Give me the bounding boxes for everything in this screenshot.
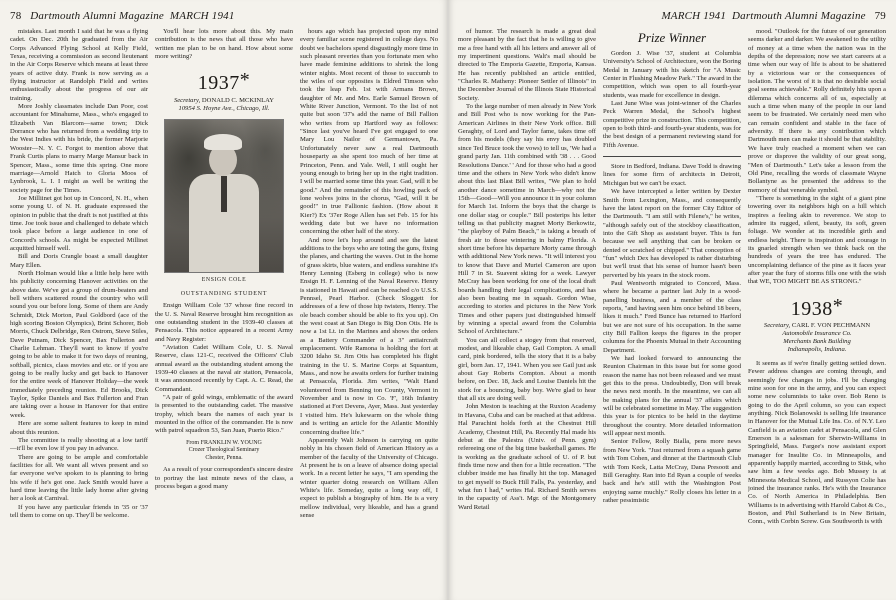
right-column-2 bbox=[603, 28, 741, 594]
paragraph: Paul Wentworth migrated to Concord, Mass. where he became a partner last July in a wood-panelling business, and a member of the class reports, "and having seen him once behind 18 beers, likes it much." Fred Bunce has returned to Harford but we are not sure of his occupation. In the same city Bill Fallion keeps the figures in the proper columns for the Phoenix Mutual in their Accounting Department. bbox=[603, 279, 741, 354]
left-page-number: 78 bbox=[10, 10, 22, 22]
photo-caption: ENSIGN COLE bbox=[201, 276, 247, 283]
secretary-name: DONALD C. MCKINLAY bbox=[201, 96, 275, 104]
paragraph: Last June Wise was joint-winner of the Charles Peck Warren Medal, the School's highest competitive prize in construction. This competition, open to both third- and fourth-year students, was for the best design of a permanent reviewing stand for Fifth Avenue. bbox=[603, 100, 741, 149]
right-running-head bbox=[661, 10, 886, 22]
secretary-line-2: Automobile Insurance Co. bbox=[782, 329, 852, 337]
ensign-cole-photo bbox=[164, 119, 284, 273]
paragraph: Joe Milliinet got hot up in Concord, N. H., when some young U. of N. H. graduate expressed the opinion in public that the draft is not justified at this time. Joe took issue and challenged to debate which took place before a large audience in one of Concord's schools. As might be expected Millinet acquitted himself well. bbox=[10, 194, 148, 252]
from-line-3: Chester, Penna. bbox=[205, 454, 243, 461]
secretary-name: CARL F. VON PECHMANN bbox=[791, 321, 871, 329]
secretary-label: Secretary, bbox=[173, 96, 201, 104]
class-heading-1938 bbox=[748, 295, 886, 320]
from-line-2: Crozer Theological Seminary bbox=[188, 447, 260, 454]
paragraph: As a result of your correspondent's sincere desire to portray the last minute news of the class, a process began a good many bbox=[155, 466, 293, 490]
right-issue: MARCH 1941 bbox=[661, 10, 727, 22]
left-running-title: Dartmouth Alumni Magazine bbox=[30, 10, 165, 22]
paragraph: There are going to be ample and comfortable facilities for all. We want all wives present and so far everyone we've spoken to is planning to bring his wife if he's got one. Jack Smith would have a hard time leaving the little lady home after giving her a look at Carnival. bbox=[10, 453, 148, 503]
paragraph: To the large number of men already in New York and Bill Post who is now working for the Pan-American Airlines in their New York office. Bill Geraghty, of Lord and Taylor fame, takes time off from his models (they say his envy has doubled since Ted Bruce took the vows) to tell us, 'We had a grand party Jan. 11th combined with '38 . . . Good Resolutions Dance.' ' And for those who had a good time and the others in New York who didn't know about this last Blast Bill writes, "We plan to hold another dance sometime in March—why not the 15th—Good—Will you announce it in your column for March 1st. Inform the boys that the charge is one dollar stag or couple." Bill posterips his letter telling us that publicity magnet Morty Berkowitz, "the playboy of Palm Beach," is taking a breath of fresh air to those wintering in balmy Florida. A short time before his departure Morty came through with additional New York news. "It will interest you to know that Dave and Muriel Cameron are upon Hill 7 in St. Suavent skiing for a week. Lawyer McCray has been working for one of the local draft boards handling their legal complications, and has also been beating me in squash. Gordon Wise, according to stories and pictures in the New York Times and other papers just distinguished himself by winning a special award from the Columbia School of Architecture." bbox=[458, 103, 596, 336]
class-year: 1937 bbox=[197, 72, 240, 95]
paragraph: More Joshly classmates include Dan Poor, cost accountant for Minahume, Mass., who's engaged to Elizabeth Van Blarcom—same town; Dick Dorrance who has returned from a wedding trip to the West Indies with his bride, the former Marjorie Wooster—N. Y. C. Forgot to mention above that Frank Curtis plans to marry Marge Mansur back in Spencer, Mass., some time this spring. One more marriage—Arnold Hatch to Gloria Moos of Lynbrook, L. I. I might as well be writing the society page for the Times. bbox=[10, 103, 148, 194]
secretary-address: 10954 S. Hoyne Ave., Chicago, Ill. bbox=[178, 104, 270, 112]
from-label: From bbox=[186, 439, 200, 446]
paragraph: Apparently Walt Johnson is carrying on quite nobly in his chosen field of American History as a member of the faculty of the University of Chicago. At present he is on a leave of absence doing special work. In a recent letter he says, "I am spending the winter quarter doing research on William Allen White's life. Someday, quite a long way off, I expect to publish a biography of him. He is a very mellow individual, very likeable, and has a grand sense bbox=[300, 436, 438, 519]
secretary-label: Secretary, bbox=[763, 321, 791, 329]
paragraph: We had looked forward to announcing the Reunion Chairman in this issue but for some good reason the name has not been released and we must get this to the press. Undoubtedly, Don will break the news next month. In the meantime, we can all be making plans for the annual '37 affairs which will be celebrated sometime in May. The suggestion this year is for picnics to be held in the daytime throughout the country. More detailed information will appear next month. bbox=[603, 355, 741, 438]
paragraph: You can all collect a stogey from that reserved, modest, and likeable chap, Gail Compton. A small card, pink bordered, tells the story that it is a baby girl, born Jan. 17, 1941. When you see Gail just ask about Gay Roberts Compton. About a month before, on Dec. 18, Jack and Louise Daniels hit the stork for a bouncing, baby boy. We're glad to hear that all six are doing well. bbox=[458, 336, 596, 403]
from-name: FRANKLIN W. YOUNG bbox=[200, 439, 262, 446]
left-column-2 bbox=[155, 28, 293, 594]
paragraph: And now let's hop around and see the latest additions to the boys who are toting the guns, fixing the planes, and charting the waves. Out in the home of grass skirts, blue waters, and endless sunshine it's Henry Lenning (Esberg in college) who is now Ensign H. F. Lenning of the Naval Reserve. Henry is stationed in Hawaii and can be reached c/o U.S.S. Pennsel, Pearl Harbor. (Check Sloggett for addresses of a few of those hip twisters, Henry. The ole beach comber should be able to fix you up). On the west coast at San Diego is Big Don Otis. He is now a 1st Lt. in the Marines and shows the orders as a Battery Commander of a 3" antiaircraft emplacement. Wife Ramona is holding the fort at 3200 Idaho St. Jim Otis has completed his flight training in the U. S. Marine Corps at Squantum, Mass., and now he awaits orders for further training at Pensacola, Florida. Jim writes, "Walt Hand volunteered from Benning ton County, Vermont in November and is now in Co. 'F', 16th Infantry stationed at Fort Devens, Ayer, Mass. Just yesterday I visited him. He's lukewarm on the whole thing and is writing an article for the Atlantic Monthly concerning draftee life." bbox=[300, 236, 438, 436]
paragraph: Bill and Doris Crangle boast a small daughter Mary Ellen. bbox=[10, 253, 148, 269]
prize-winner-title: Prize Winner bbox=[637, 30, 707, 45]
left-column-1 bbox=[10, 28, 148, 594]
left-column-3 bbox=[300, 28, 438, 594]
paragraph: We have intercepted a letter written by Dexter Smith from Lexington, Mass., and consequently have the latest report on the former City Editor of the Dartmouth. "I am still with Filene's," he writes, "although safely out of the stockboy classification, into the Gift Shop as assistant buyer. This is fun because we sell anything that can be broken or dented or scratched or chipped." That conception of "fun" which Dex has developed is rather disturbing but we'll trust that his sense of humor hasn't been perverted by his years in the stock room. bbox=[603, 188, 741, 279]
class-heading-1937 bbox=[155, 69, 293, 94]
paragraph: of humor. The research is made a great deal more pleasant by the fact that he is willing to give me a free hand with all his letters and answer all of my impertinent questions. Walt's mail should be directed to The Emporia Gazette, Emporia, Kansas. He has recently published an article entitled, "Charles R. Matheny: Pioneer Settler of Illinois" in the December Journal of the Illinois State Historical Society. bbox=[458, 28, 596, 102]
subhead: OUTSTANDING STUDENT bbox=[180, 290, 268, 297]
paragraph: mood. "Outlook for the future of our generation seems darker and darker. We awakened to the utility of money at a time when the nation was in the depths of the depression; now we start careers at a time when our way of life is about to be shattered by a victorious war or the consequences of isolation. The worst of it is that no desirable social goal seems achievable." Rolly definitely hits upon a dilemma which concerns all of us, especially at such a time when many of the people in our land seem to be frustrated. We certainly need men who can remain confident and stable in the face of adversity. If there is any contribution which Dartmouth men can make it should be that stability. We have truly reached a moment when we can prove or disprove the validity of our great song, "Men of Dartmouth." Let's take a lesson from the Old Pine, recalling the words of classmate Wayne Bollantyne as he presented the address to the memory of that venerable symbol. bbox=[748, 28, 886, 194]
class-year: 1938 bbox=[790, 297, 833, 320]
from-signature bbox=[155, 440, 293, 463]
right-page-number: 79 bbox=[874, 10, 886, 22]
paragraph: You'll hear lots more about this. My main contribution is the news that all those who have written me plan to be on hand. How about some more writing? bbox=[155, 28, 293, 61]
class-mark: * bbox=[832, 294, 844, 317]
secretary-block bbox=[155, 97, 293, 113]
right-page bbox=[448, 0, 896, 600]
paragraph: hours ago which has projected upon my mind every familiar scene registered in college days. No doubt we bachelors spend disgustingly more time in such pleasant reveries than you fortunate men who have made feminine additions to shrink the long winter nights. Most recent of those to succumb to the wiles of our opposites is Eldred Timson who took the leap Feb. 1st with Armans Brown, daughter of Mr. and Mrs. Earle Samuel Brown of White River Junction, Vermont. To the list of not quite but soon '37's add the name of Bill Fallion who writes from up Hartford way as follows: "Since last you've heard I've got engaged to one Mary Lou Nailor of Germantown, Pa. Unfortunately never saw a real Dartmouth houseparty as she spent too much of her time at Princeton, Penn. and Yale. Well, I still ought her young enough to bring her up in the right tradition. I will be married some time this year. Gad, will it be good." And the remainder of this howling pack of lone wolves joins in the chorus, "Gad, will it be good!" in true Fallionic fashion. (How about it Kier?) Ex '37er Roge Allen has set Feb. 15 for his wedding date but we have no information concerning the other half of the story. bbox=[300, 28, 438, 236]
class-mark: * bbox=[239, 69, 251, 92]
secretary-line-4: Indianapolis, Indiana. bbox=[787, 345, 847, 353]
paragraph: The committee is really shooting at a low tariff—it'll be even low if you pay in advance. bbox=[10, 436, 148, 453]
right-running-title: Dartmouth Alumni Magazine bbox=[731, 10, 866, 22]
paragraph: If you have any particular friends in '35 or '37 tell them to come on up. They'll be welcome. bbox=[10, 503, 148, 519]
left-running-head bbox=[10, 10, 235, 22]
paragraph: Ensign William Cole '37 whose fine record in the U. S. Naval Reserve brought him recognition as one outstanding student in the 1939-40 classes at Pensacola. This notice appeared in a recent Army and Navy Register: bbox=[155, 302, 293, 343]
paragraph: Gordon J. Wise '37, student at Columbia University's School of Architecture, won the Boring Medal in January with his sketch for "A Music Center in Flushing Meadow Park." The award in the competition, which was open to all fourth-year students, was made for excellence in design. bbox=[603, 50, 741, 99]
paragraph: mistakes. Last month I said that he was a flying cadet. On Dec. 20th he graduated from the Air Corps Advanced Flying School at Kelly Field, Texas, receiving a commission as second lieutenant in the Air Corps Reserve which means at least three years of active duty. Frank is now serving as a flying instructor at Randolph Field and writes enthusiastically about the progress of our air training. bbox=[10, 28, 148, 102]
paragraph: John Meston is teaching at the Ruxton Academy in Havana, Cuba and can be reached at that address. Hal Parachini holds forth at the Chestnut Hill Academy, Chestnut Hill, Pa. Recently Hal made his debut at the Palestra (Univ. of Penn. gym) refereeing one of the big time basketball games. He is working as the graduate school of U. of P. but finds time now and then for a little recreation. "The clubber inside me has finally hit the top. Managed to get myself to Buck Hill Falls, Pa. yesterday, and what fun I had," writes Hal. Richard Smith serves in the capacity of Ass't. Mgr. of the Montgomery Ward Retail bbox=[458, 403, 596, 511]
left-issue: MARCH 1941 bbox=[169, 10, 235, 22]
paragraph: North Holman would like a little help here with his publicity concerning Hanover activities on the above date. We've got a group of drum-beaters and bell withers scattered round the country who will sound you our before long. Some of them are Andy Schmidt, Dick Morton, Paul Goldbord (ace of the high scoring Boston Olympics), Brint Schorer, Bob Morris, Chuck Delbridge, Ren Ostrom, Steve Stiles, Dave Putnam, Dick Spencer, Bax Fullerton and Charlie Lehman. They'll want to know if you're going to be able to make it for two days of reuning, softball, picnics, class movies and etc. or if you are going to be really lucky and get back to Hanover for the entire week of Hanover Holiday—the week immediately preceding reunion. Ed Brooks, Dick Taylor, Spike Daniels and Bax Fullerton and Fran are taking over a house in Hanover for that entire week. bbox=[10, 269, 148, 419]
right-column-1 bbox=[458, 28, 596, 594]
paragraph: "Aviation Cadet William Cole, U. S. Naval Reserve, class 121-C, received the Officers' Club annual award as the outstanding student among the 1939-40 classes at the naval air station, Pensacola, it was announced recently by Capt. A. C. Read, the Commandant. bbox=[155, 343, 293, 393]
section-divider bbox=[603, 156, 741, 157]
paragraph: It seems as if we're finally getting settled down. Fewer address changes are coming through, and seemingly few changes in jobs. I'll be changing mine soon for one in the army, and you can expect some new columnists to take over. Bob Reno is going to do the April column, so you can expect anything. Nick Bolanowski is selling life insurance in Hanover for the Mutual Life Ins. Co. of N.Y. Leo Canfield is an aviation cadet at Pensacola, and Glen Emerson is a salesman for Sherwin-Williams in Springfield, Mass. Fargee's now assistant export manager for Insulite Co. in Minneapolis, and apparently happily married, according to Stisk, who saw him a few weeks ago. Bob Mussey is at Minnesota Medical School, and Russyon Colie has joined the insurance ranks. He's with the Insurance Co. of North America in Philadelphia. Ben Williams is in advertising with Harold Cabot & Co., Boston, and Phil Sutherland is in New Britain, Conn., with Corbin Screw. Gus Southworth is with bbox=[748, 359, 886, 526]
paragraph: Store in Bedford, Indiana. Dave Todd is drawing lines for some firm of architects in Detroit, Michigan but we can't be exact. bbox=[603, 163, 741, 187]
paragraph: "There is something in the sight of a giant pine towering over its neighbors high on a hill which inspires a feeling akin to reverence. We stop to admire its rugged, silent, beauty, its soft, green foliage. We wonder at its incredible girth and endless height. There is inspiration and courage in its gnarled strength when we think back on the hundreds of years the tree has endured. The uncomplaining defiance of the pine as it faces year after year the fury of storms fills one with the wish that WE, TOO MIGHT BE AS STRONG." bbox=[748, 194, 886, 286]
paragraph: Senior Fellow, Rolly Bialla, pens more news from New York. "Just returned from a squash game with Tom Cohen, and dinner at the Dartmouth Club with Tom Keck, Latta McCray, Dana Presoott and Bill Geraghty. Ran into Ed Ryan a couple of weeks back and he's still with the Washington Post enjoying same muchly." Rolly closes his letter in a rather pessimistic bbox=[603, 438, 741, 504]
secretary-block bbox=[748, 322, 886, 354]
secretary-line-3: Merchants Bank Building bbox=[783, 337, 851, 345]
paragraph: "A pair of gold wings, emblematic of the award is presented to the outstanding cadet. The massive trophy, which bears the names of each year is mounted in the office of the commander. He is now with patrol squadron 53, San Juan, Puerto Rico." bbox=[155, 394, 293, 435]
paragraph: Here are some salient features to keep in mind about this reunion. bbox=[10, 420, 148, 436]
right-column-3 bbox=[748, 28, 886, 594]
